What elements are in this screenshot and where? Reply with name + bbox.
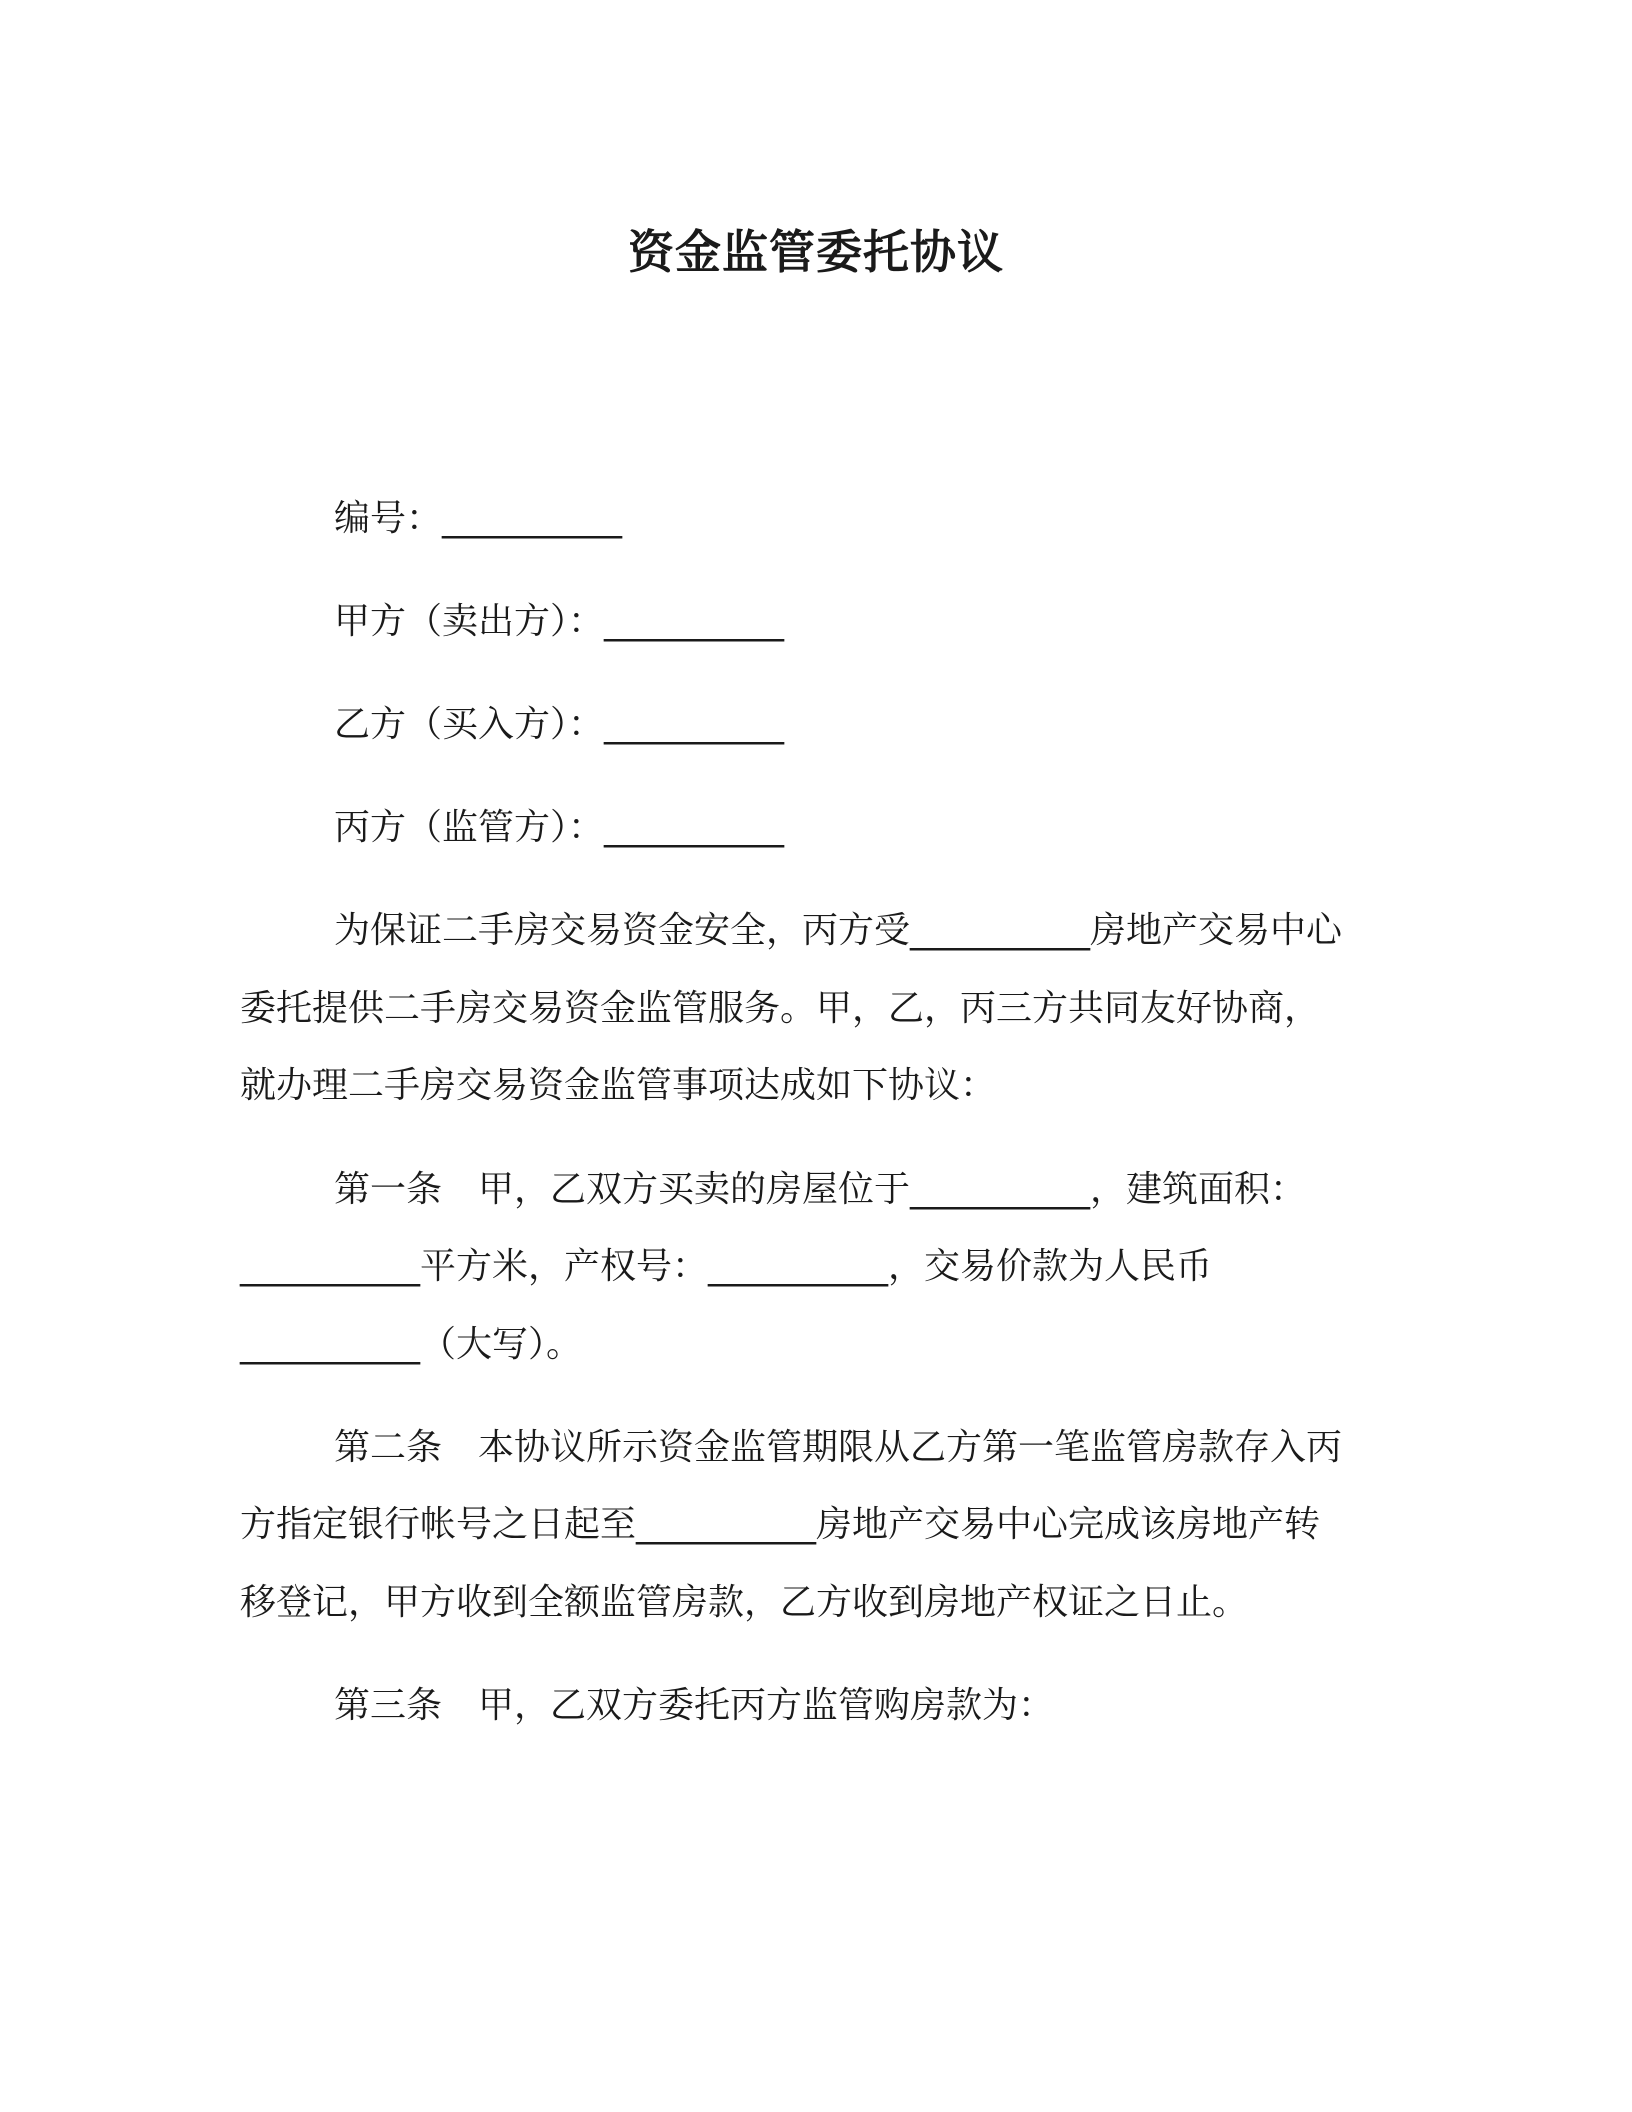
field-party-c-supervisor: 丙方（监管方）：__________ [334, 807, 785, 848]
intro-line-3: 就办理二手房交易资金监管事项达成如下协议： [240, 1065, 997, 1106]
article-1-line-2: __________平方米，产权号：__________，交易价款为人民币 [240, 1246, 1213, 1287]
field-party-a-seller: 甲方（卖出方）：__________ [334, 601, 785, 642]
intro-line-2: 委托提供二手房交易资金监管服务。甲，乙，丙三方共同友好协商， [240, 988, 1321, 1029]
field-number: 编号：__________ [334, 498, 623, 539]
article-3-line-1: 第三条 甲，乙双方委托丙方监管购房款为： [334, 1685, 1055, 1726]
article-1-line-1: 第一条 甲，乙双方买卖的房屋位于__________，建筑面积： [334, 1169, 1307, 1210]
document-title: 资金监管委托协议 [628, 225, 1004, 279]
article-2-line-2: 方指定银行帐号之日起至__________房地产交易中心完成该房地产转 [240, 1504, 1321, 1545]
intro-line-1: 为保证二手房交易资金安全，丙方受__________房地产交易中心 [334, 910, 1343, 951]
article-2-line-1: 第二条 本协议所示资金监管期限从乙方第一笔监管房款存入丙 [334, 1427, 1343, 1468]
article-2-line-3: 移登记，甲方收到全额监管房款，乙方收到房地产权证之日止。 [240, 1582, 1249, 1623]
article-1-line-3: __________（大写）。 [240, 1324, 583, 1365]
field-party-b-buyer: 乙方（买入方）：__________ [334, 704, 785, 745]
